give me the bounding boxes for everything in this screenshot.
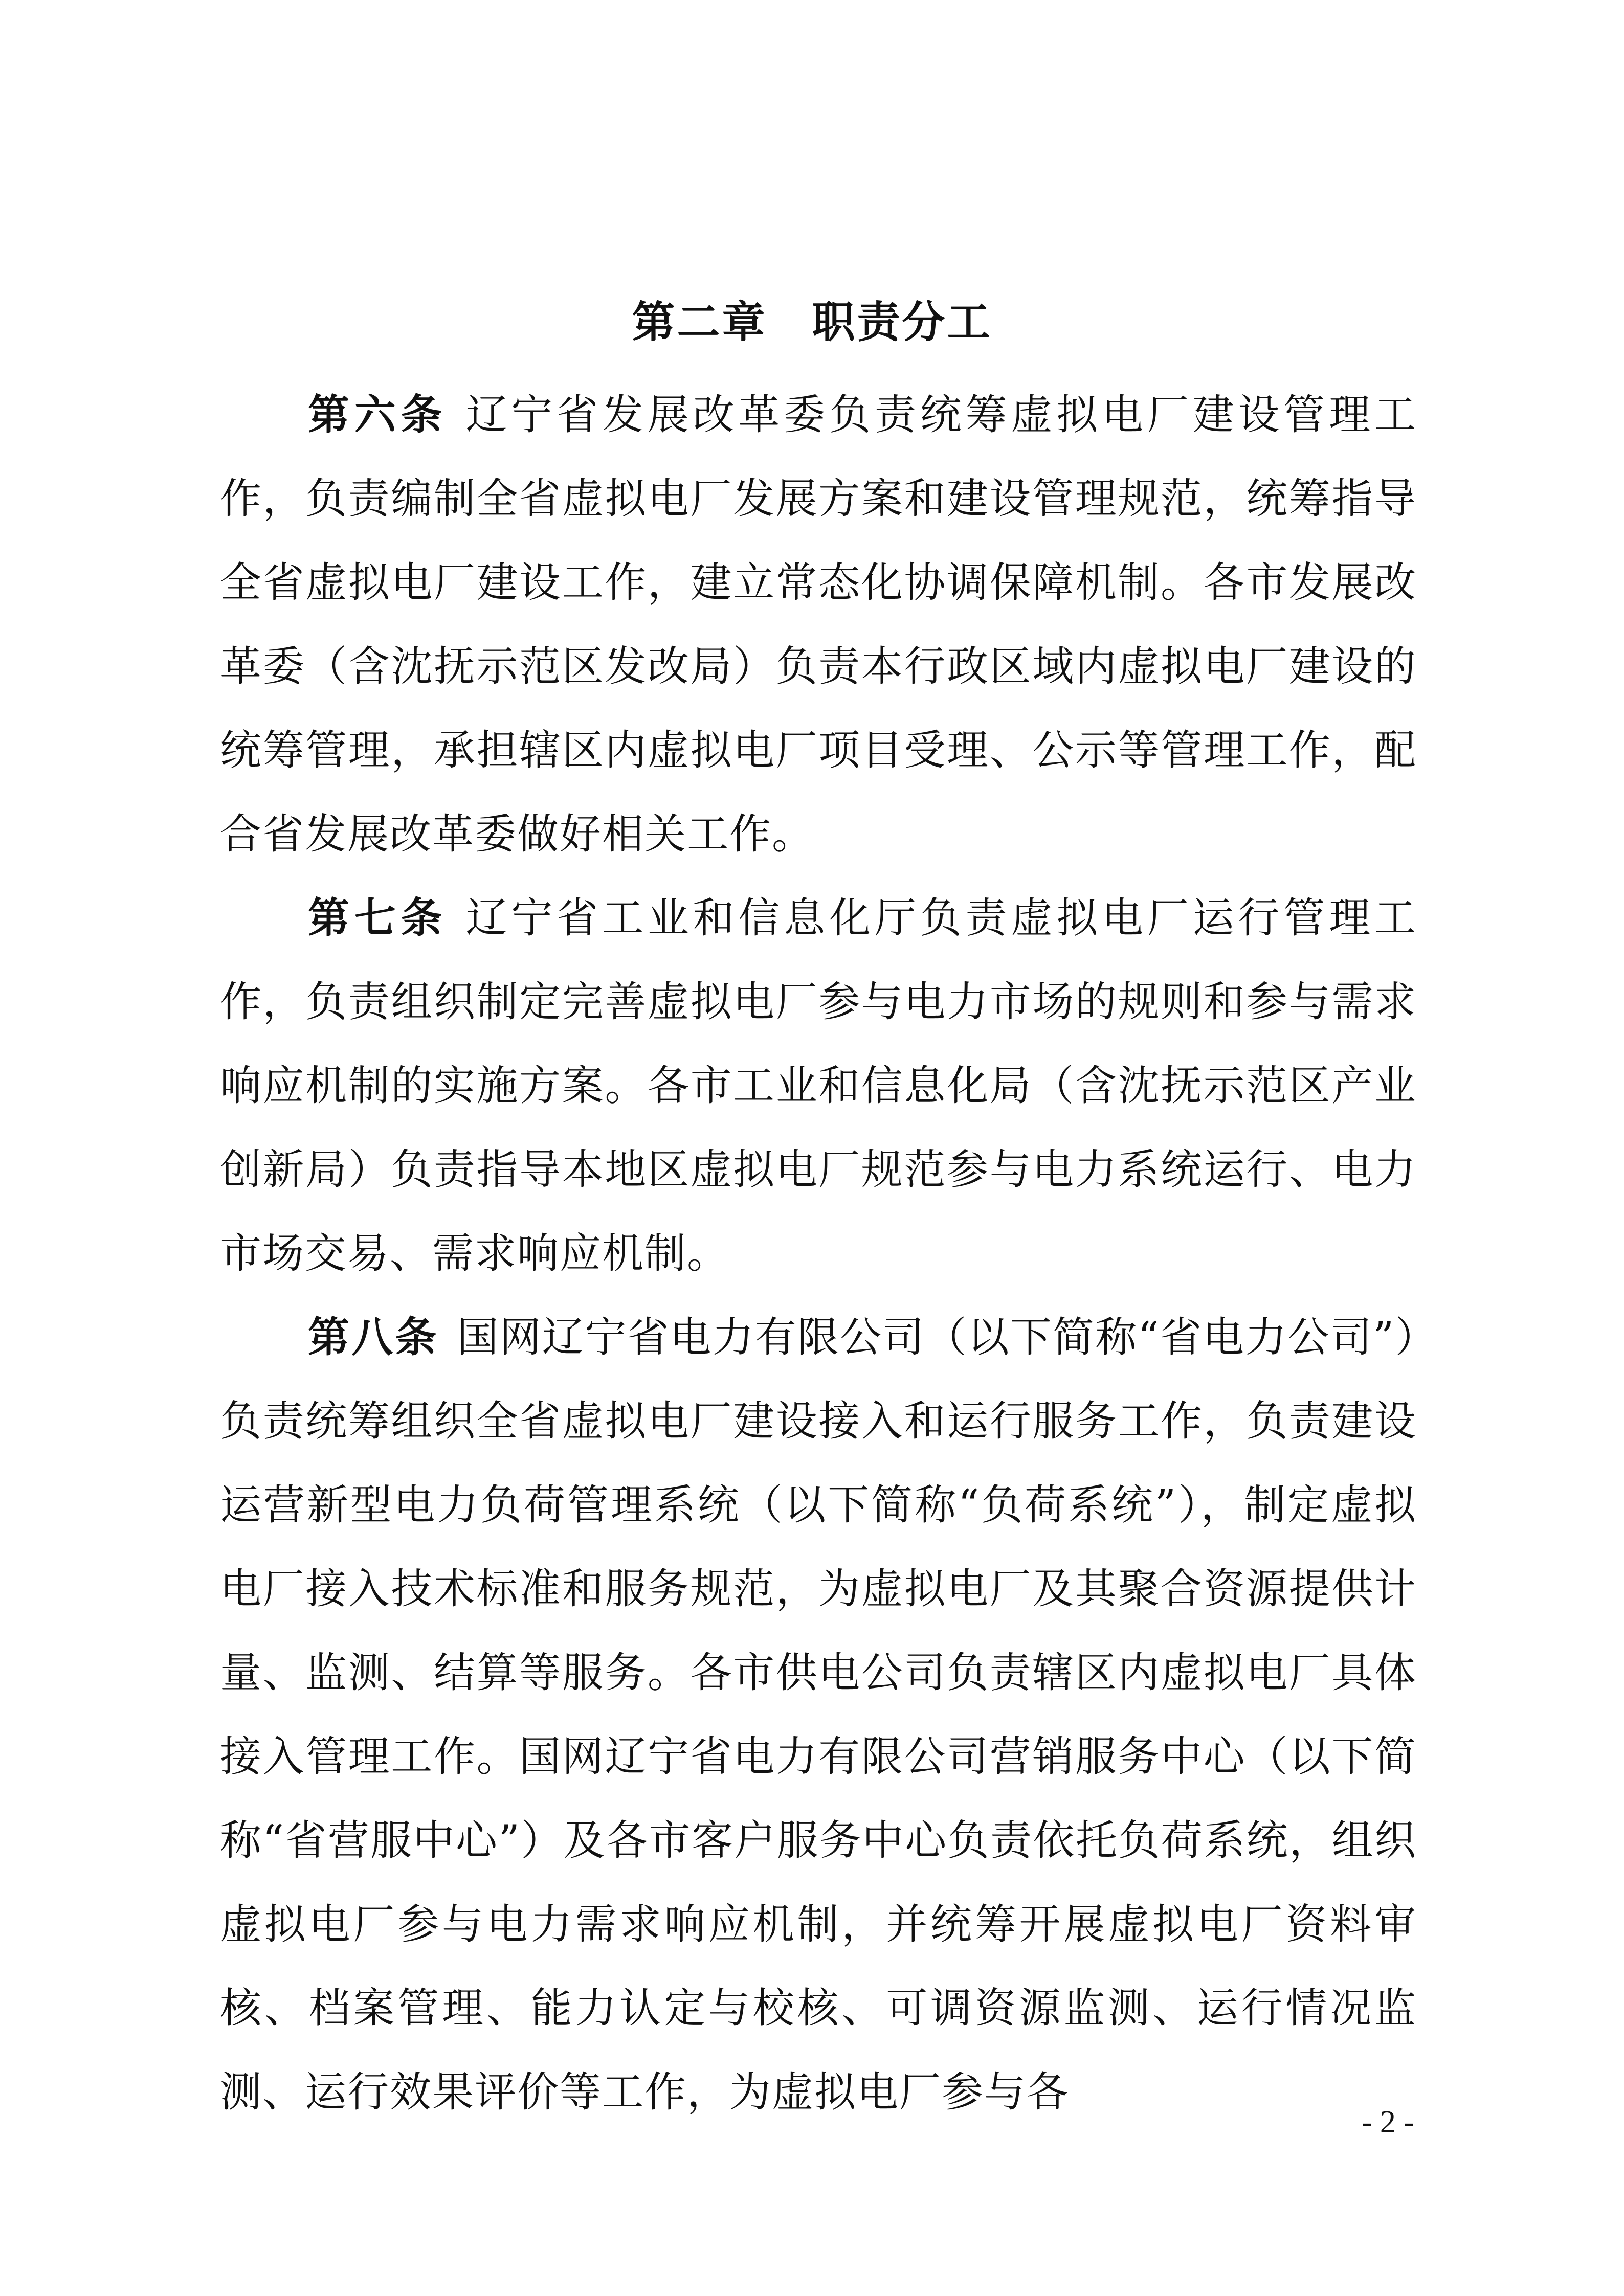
article-label: 第八条 [308,1314,439,1362]
page-number: - 2 - [1361,2105,1414,2140]
article-text: 国网辽宁省电力有限公司（以下简称“省电力公司”）负责统筹组织全省虚拟电厂建设接入和运行服务工作，负责建设运营新型电力负荷管理系统（以下简称“负荷系统”），制定虚拟电厂接入技术标准和服务规范，为虚拟电厂及其聚合资源提供计量、监测、结算等服务。各市供电公司负责辖区内虚拟电厂具体接入管理工作。国网辽宁省电力有限公司营销服务中心（以下简称“省营服中心”）及各市客户服务中心负责依托负荷系统，组织虚拟电厂参与电力需求响应机制，并统筹开展虚拟电厂资料审核、档案管理、能力认定与校核、可调资源监测、运行情况监测、运行效果评价等工作，为虚拟电厂参与各 [220,1314,1417,2117]
article-paragraph-8 [220,1296,1417,2134]
article-label: 第七条 [308,894,448,942]
article-paragraph-6 [220,373,1417,876]
article-paragraph-7 [220,876,1417,1296]
article-text: 辽宁省发展改革委负责统筹虚拟电厂建设管理工作，负责编制全省虚拟电厂发展方案和建设管理规范，统筹指导全省虚拟电厂建设工作，建立常态化协调保障机制。各市发展改革委（含沈抚示范区发改局）负责本行政区域内虚拟电厂建设的统筹管理，承担辖区内虚拟电厂项目受理、公示等管理工作，配合省发展改革委做好相关工作。 [220,391,1417,859]
article-label: 第六条 [308,391,448,439]
chapter-title: 第二章 职责分工 [632,297,992,347]
body-text [220,373,1417,2134]
article-text: 辽宁省工业和信息化厅负责虚拟电厂运行管理工作，负责组织制定完善虚拟电厂参与电力市场的规则和参与需求响应机制的实施方案。各市工业和信息化局（含沈抚示范区产业创新局）负责指导本地区虚拟电厂规范参与电力系统运行、电力市场交易、需求响应机制。 [220,894,1417,1278]
